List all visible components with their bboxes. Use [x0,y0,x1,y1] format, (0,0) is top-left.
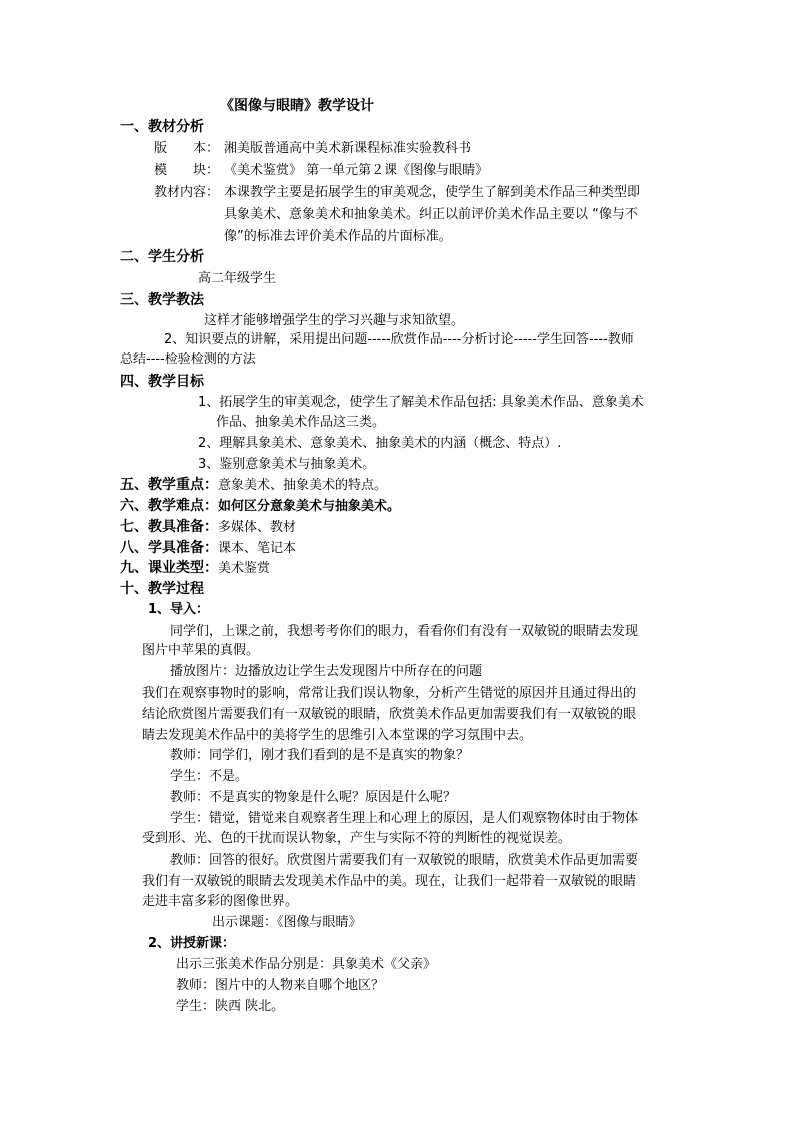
paragraph-line: 图片中苹果的真假。 [142,643,260,658]
section-9 [120,558,270,579]
goal-line: 1、拓展学生的审美观念，使学生了解美术作品包括: 具象美术作品、意象美术 [198,395,644,410]
goal-line: 3、鉴别意象美术与抽象美术。 [198,457,376,472]
section-5 [120,475,387,496]
section-10-heading: 十、教学过程 [120,581,204,597]
sub-heading-new-lesson: 2、讲授新课： [148,936,236,951]
section-4-heading: 四、教学目标 [120,374,204,390]
method-line: 这样才能够增强学生的学习兴趣与求知欲望。 [204,313,465,328]
section-8 [120,538,296,559]
section-6-heading: 六、教学难点： [120,498,218,514]
paragraph-line: 睛去发现美术作品中的美将学生的思维引入本堂课的学习氛围中去。 [142,728,533,743]
content-line: 具象美术、意象美术和抽象美术。纠正以前评价美术作品主要以 “像与不 [224,207,638,222]
dialogue-line: 我们有一双敏锐的眼睛去发现美术作品中的美。现在，让我们一起带着一双敏锐的眼睛 [142,874,637,889]
section-8-text: 课本、笔记本 [218,541,297,556]
content-label: 教材内容： [154,185,220,200]
lesson-line: 学生：陕西 陕北。 [176,999,285,1014]
method-line: 总结----检验检测的方法 [120,352,256,367]
dialogue-line: 学生：不是。 [170,769,249,784]
section-5-text: 意象美术、抽象美术的特点。 [218,478,388,493]
goal-line: 作品、抽象美术作品这三类。 [216,415,386,430]
section-5-heading: 五、教学重点： [120,477,218,493]
show-title-line: 出示课题：《图像与眼睛》 [212,915,362,930]
goal-line: 2、理解具象美术、意象美术、抽象美术的内涵（概念、特点）. [198,436,562,451]
paragraph-line: 结论欣赏图片需要我们有一双敏锐的眼睛，欣赏美术作品更加需要我们有一双敏锐的眼 [142,707,637,722]
section-2-heading: 二、学生分析 [120,249,204,265]
section-1-heading: 一、教材分析 [120,119,204,135]
module-label: 模 块： [154,163,220,178]
student-analysis-text: 高二年级学生 [198,271,277,286]
dialogue-line: 走进丰富多彩的图像世界。 [142,894,299,909]
section-7-text: 多媒体、教材 [218,520,297,535]
paragraph-line: 播放图片：边播放边让学生去发现图片中所存在的问题 [170,664,483,679]
section-8-heading: 八、学具准备： [120,540,218,556]
content-line: 像”的标准去评价美术作品的片面标准。 [224,229,452,244]
section-7-heading: 七、教具准备： [120,519,218,535]
dialogue-line: 教师：不是真实的物象是什么呢？原因是什么呢？ [170,790,457,805]
dialogue-line: 教师：回答的很好。欣赏图片需要我们有一双敏锐的眼睛，欣赏美术作品更加需要 [170,853,639,868]
sub-heading-intro: 1、导入： [148,602,210,617]
section-9-text: 美术鉴赏 [218,561,271,576]
module-value: 《美术鉴赏》 第一单元第２课《图像与眼睛》 [224,163,489,178]
version-label: 版 本： [154,141,220,156]
dialogue-line: 教师：同学们，刚才我们看到的是不是真实的物象？ [170,748,470,763]
section-6 [120,496,400,517]
method-line: 2、知识要点的讲解，采用提出问题-----欣赏作品----分析讨论-----学生回答----教师 [164,332,634,347]
section-3-heading: 三、教学教法 [120,292,204,308]
lesson-line: 教师：图片中的人物来自哪个地区？ [176,978,385,993]
section-6-text: 如何区分意象美术与抽象美术。 [218,499,401,514]
document-title: 《图像与眼睛》教学设计 [220,98,374,114]
dialogue-line: 受到形、光、色的干扰而误认物象，产生与实际不符的判断性的视觉误差。 [142,831,572,846]
version-value: 湘美版普通高中美术新课程标准实验教科书 [224,141,472,156]
lesson-line: 出示三张美术作品分别是：具象美术《父亲》 [176,957,437,972]
paragraph-line: 我们在观察事物时的影响，常常让我们误认物象，分析产生错觉的原因并且通过得出的 [142,686,637,701]
dialogue-line: 学生：错觉，错觉来自观察者生理上和心理上的原因，是人们观察物体时由于物体 [170,811,639,826]
section-9-heading: 九、课业类型： [120,560,218,576]
content-line: 本课教学主要是拓展学生的审美观念，使学生了解到美术作品三种类型即 [224,185,641,200]
section-7 [120,517,296,538]
paragraph-line: 同学们，上课之前，我想考考你们的眼力，看看你们有没有一双敏锐的眼睛去发现 [170,624,639,639]
